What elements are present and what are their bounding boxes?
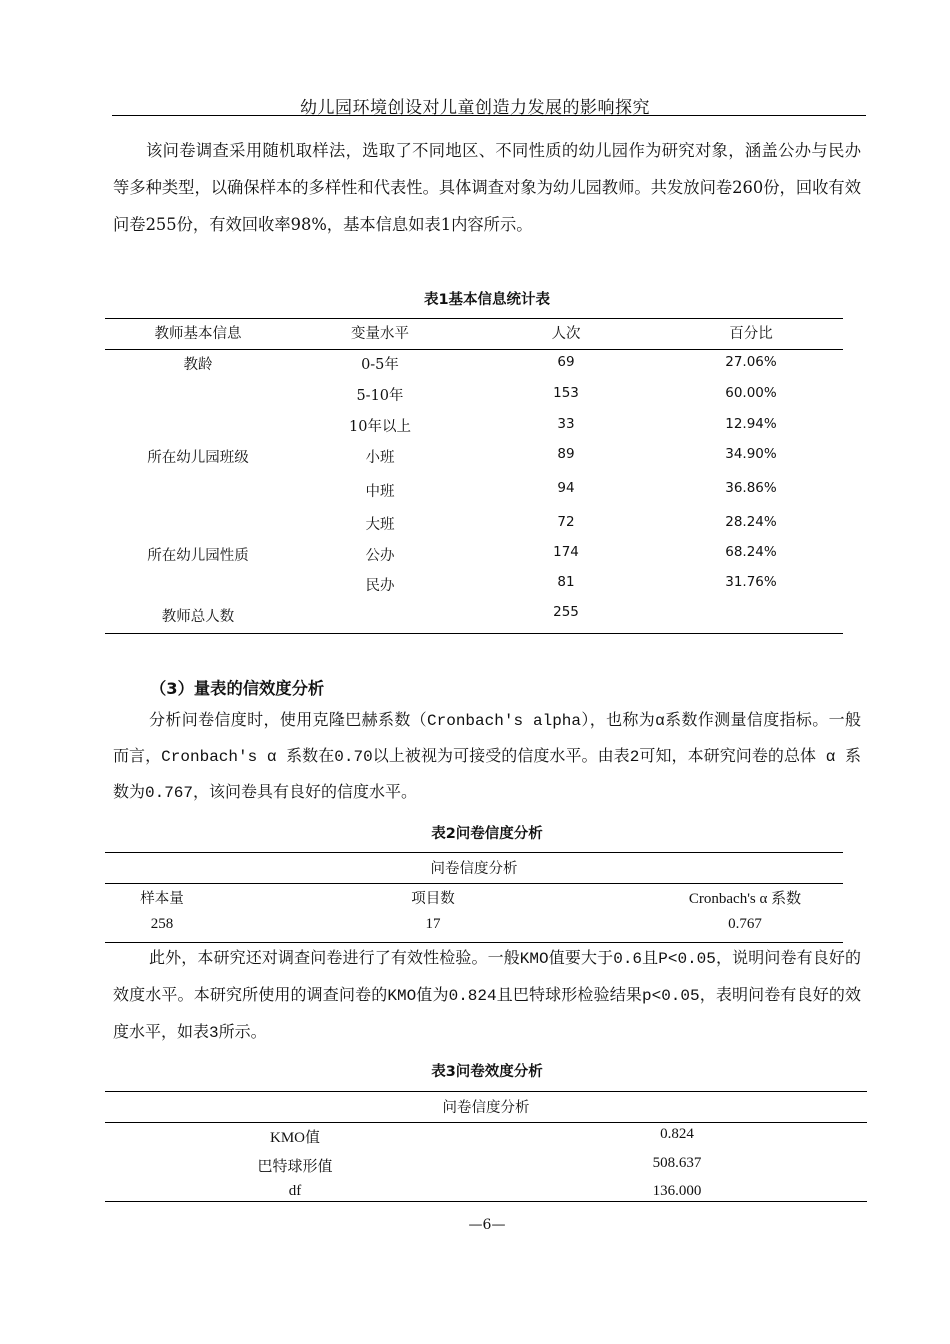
reliability-paragraph: 分析问卷信度时，使用克隆巴赫系数（Cronbach's alpha），也称为α系数作测量信度指标。一般而言，Cronbach's α 系数在0.70以上被视为可接受的信度水平。由表2可知，本研究问卷的总体 α 系数为0.767，该问卷具有良好的信度水平。 <box>113 712 861 802</box>
table2-header-alpha: Cronbach's α 系数 <box>688 891 802 907</box>
table3-row-value: 508.637 <box>652 1155 702 1171</box>
table1-cell-level: 5-10年 <box>356 388 404 404</box>
table1-cell-level: 中班 <box>365 484 395 500</box>
table1-cell-group: 所在幼儿园性质 <box>147 548 249 564</box>
table1-header-rule <box>105 349 843 350</box>
table1-cell-percent: 28.24% <box>725 514 777 530</box>
table1-caption: 表1基本信息统计表 <box>423 292 551 308</box>
table2-caption: 表2问卷信度分析 <box>431 826 543 842</box>
table1-cell-count: 153 <box>553 385 579 401</box>
table1-bottom-rule <box>105 633 843 634</box>
table1-cell-percent: 36.86% <box>725 480 777 496</box>
table1-cell-level: 小班 <box>365 450 395 466</box>
table1-cell-level: 10年以上 <box>349 419 411 435</box>
table1-cell-level: 大班 <box>365 517 395 533</box>
table1-cell-percent: 68.24% <box>725 544 777 560</box>
table1-cell-count: 81 <box>557 574 575 590</box>
table1-cell-count: 174 <box>553 544 579 560</box>
table2-value-items: 17 <box>425 916 441 932</box>
table1-cell-level: 0-5年 <box>361 357 399 373</box>
table3-row-value: 0.824 <box>660 1126 694 1142</box>
section-heading: （3）量表的信效度分析 <box>150 679 325 698</box>
table1-cell-count: 69 <box>557 354 575 370</box>
table2-value-alpha: 0.767 <box>728 916 762 932</box>
table1-cell-level: 民办 <box>365 578 395 594</box>
table3-row-label: df <box>288 1183 302 1199</box>
table3-row-value: 136.000 <box>652 1183 702 1199</box>
table1-cell-percent: 31.76% <box>725 574 777 590</box>
validity-paragraph: 此外，本研究还对调查问卷进行了有效性检验。一般KMO值要大于0.6且P<0.05，说明问卷有良好的效度水平。本研究所使用的调查问卷的KMO值为0.824且巴特球形检验结果p<0.05，表明问卷有良好的效度水平，如表3所示。 <box>113 950 861 1042</box>
table1-top-rule <box>105 318 843 319</box>
table3-bottom-rule <box>105 1201 867 1202</box>
running-header: 幼儿园环境创设对儿童创造力发展的影响探究 <box>300 98 650 118</box>
table3-row-label: KMO值 <box>269 1130 320 1146</box>
table2-top-rule <box>105 852 843 853</box>
table1-cell-percent: 60.00% <box>725 385 777 401</box>
table1-cell-count: 72 <box>557 514 575 530</box>
table1-cell-percent: 12.94% <box>725 416 777 432</box>
table2-value-sample: 258 <box>150 916 174 932</box>
table1-header-percent: 百分比 <box>729 326 773 342</box>
table2-header-sample: 样本量 <box>140 891 184 907</box>
table1-cell-count: 89 <box>557 446 575 462</box>
table1-cell-group: 所在幼儿园班级 <box>147 450 249 466</box>
table3-row-label: 巴特球形值 <box>257 1159 333 1175</box>
table1-cell-level: 公办 <box>365 548 395 564</box>
table1-header-info: 教师基本信息 <box>154 326 242 342</box>
table3-title-rule <box>105 1122 867 1123</box>
table2-title: 问卷信度分析 <box>430 861 518 877</box>
table3-caption: 表3问卷效度分析 <box>431 1064 543 1080</box>
table1-cell-count: 94 <box>557 480 575 496</box>
table1-cell-percent: 34.90% <box>725 446 777 462</box>
table1-cell-percent: 27.06% <box>725 354 777 370</box>
table2-title-rule <box>105 883 843 884</box>
table1-cell-group: 教龄 <box>183 357 213 373</box>
table1-header-count: 人次 <box>551 326 581 342</box>
intro-paragraph: 该问卷调查采用随机取样法，选取了不同地区、不同性质的幼儿园作为研究对象，涵盖公办与民办等多种类型，以确保样本的多样性和代表性。具体调查对象为幼儿园教师。共发放问卷260份，回收有效问卷255份，有效回收率98%，基本信息如表1内容所示。 <box>113 141 861 234</box>
header-rule <box>112 115 866 116</box>
table3-title: 问卷信度分析 <box>442 1100 530 1116</box>
table1-header-level: 变量水平 <box>351 326 409 342</box>
table2-header-items: 项目数 <box>411 891 455 907</box>
table3-top-rule <box>105 1091 867 1092</box>
page-number: —6— <box>468 1217 506 1233</box>
table1-cell-count: 33 <box>557 416 575 432</box>
table1-cell-group: 教师总人数 <box>161 609 235 625</box>
table1-cell-count: 255 <box>553 604 579 620</box>
